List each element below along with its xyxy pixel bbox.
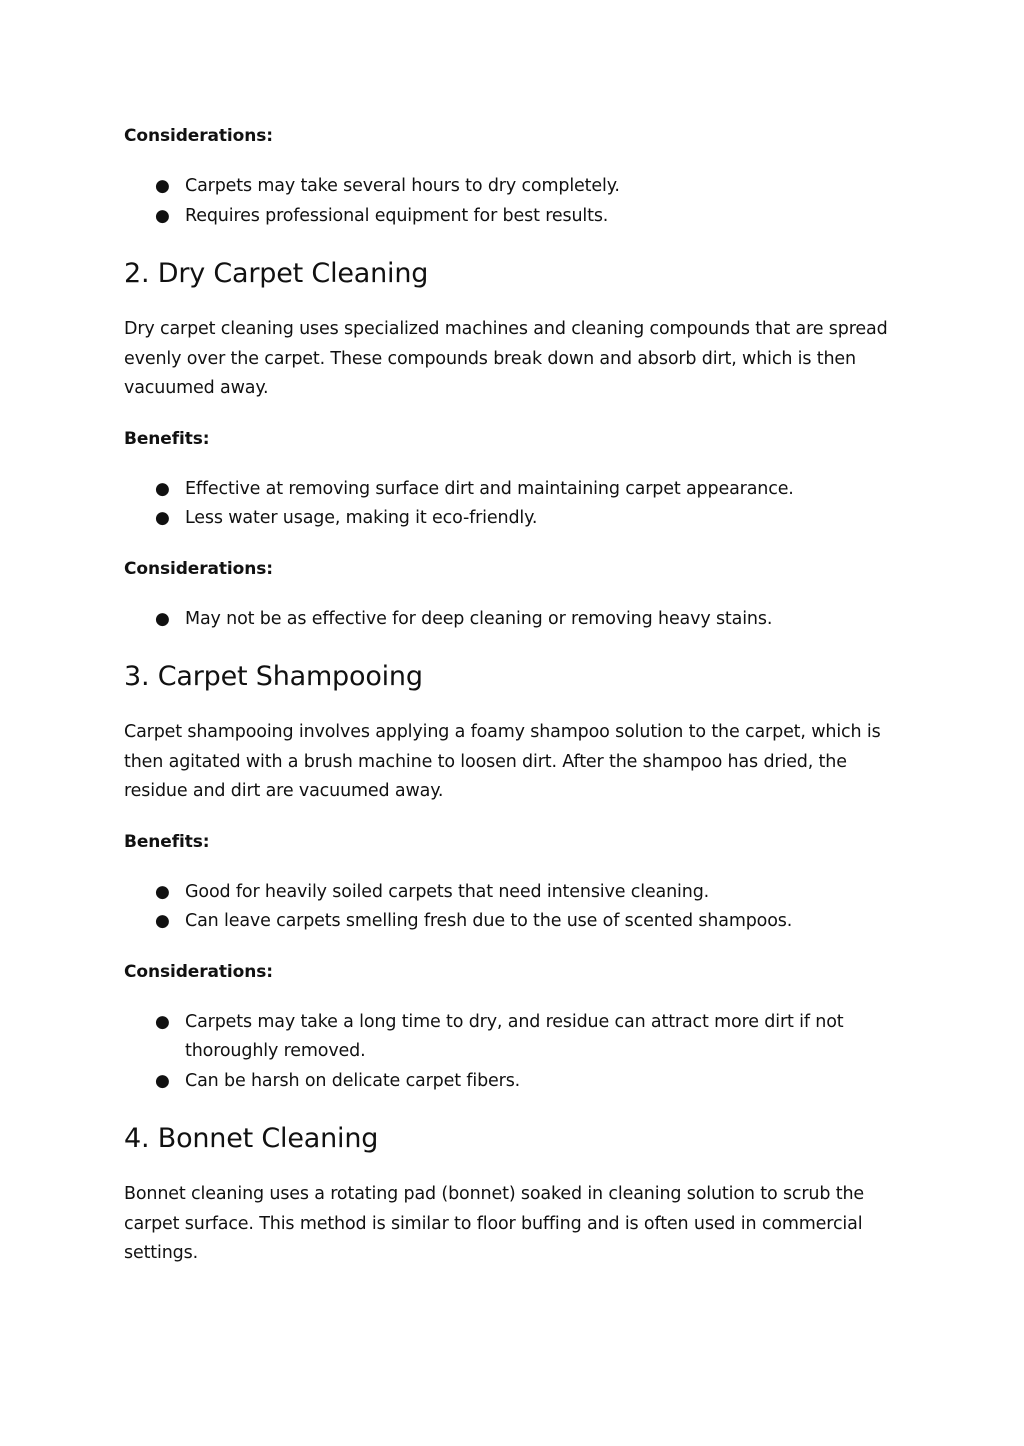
list-item-text: Requires professional equipment for best results. (185, 205, 609, 226)
benefits-label: Benefits: (124, 831, 210, 852)
list-item-text: May not be as effective for deep cleaning or removing heavy stains. (185, 608, 773, 629)
section-heading: 2. Dry Carpet Cleaning (124, 258, 429, 289)
considerations-label: Considerations: (124, 558, 273, 579)
list-item-text: Less water usage, making it eco-friendly. (185, 508, 538, 528)
considerations-list (124, 1008, 914, 1097)
bullet-icon: ● (155, 478, 170, 499)
considerations-list (124, 172, 914, 231)
list-item-text: Good for heavily soiled carpets that need intensive cleaning. (185, 881, 710, 902)
list-item-text: Carpets may take several hours to dry completely. (185, 176, 620, 196)
document-content (124, 122, 914, 1269)
bullet-icon: ● (155, 1011, 170, 1032)
section-paragraph: Dry carpet cleaning uses specialized machines and cleaning compounds that are spread evenly over the carpet. These compounds break down and absorb dirt, which is then vacuumed away. (124, 319, 888, 398)
list-item-text: Carpets may take a long time to dry, and residue can attract more dirt if not thoroughly removed. (185, 1011, 844, 1061)
list-item (124, 504, 914, 534)
bullet-icon: ● (155, 508, 170, 528)
considerations-list (124, 605, 914, 635)
bullet-icon: ● (155, 176, 170, 196)
considerations-label: Considerations: (124, 126, 273, 146)
benefits-list (124, 878, 914, 937)
bullet-icon: ● (155, 881, 170, 902)
bullet-icon: ● (155, 911, 170, 931)
list-item-text: Can leave carpets smelling fresh due to the use of scented shampoos. (185, 911, 793, 931)
list-item (124, 172, 914, 202)
list-item (124, 1067, 914, 1097)
list-item (124, 1008, 914, 1067)
bullet-icon: ● (155, 1070, 170, 1091)
list-item (124, 907, 914, 937)
bullet-icon: ● (155, 608, 170, 629)
list-item (124, 878, 914, 908)
list-item-text: Effective at removing surface dirt and maintaining carpet appearance. (185, 478, 794, 499)
benefits-label: Benefits: (124, 428, 210, 449)
list-item (124, 605, 914, 635)
bullet-icon: ● (155, 205, 170, 226)
list-item-text: Can be harsh on delicate carpet fibers. (185, 1070, 521, 1091)
section-paragraph: Carpet shampooing involves applying a foamy shampoo solution to the carpet, which is then agitated with a brush machine to loosen dirt. After the shampoo has dried, the residue and dirt are vacuumed away. (124, 722, 881, 801)
considerations-label: Considerations: (124, 961, 273, 982)
benefits-list (124, 475, 914, 534)
list-item (124, 475, 914, 505)
section-heading: 4. Bonnet Cleaning (124, 1123, 379, 1154)
section-paragraph: Bonnet cleaning uses a rotating pad (bonnet) soaked in cleaning solution to scrub the carpet surface. This method is similar to floor buffing and is often used in commercial settings. (124, 1184, 865, 1263)
section-heading: 3. Carpet Shampooing (124, 661, 423, 692)
list-item (124, 202, 914, 232)
